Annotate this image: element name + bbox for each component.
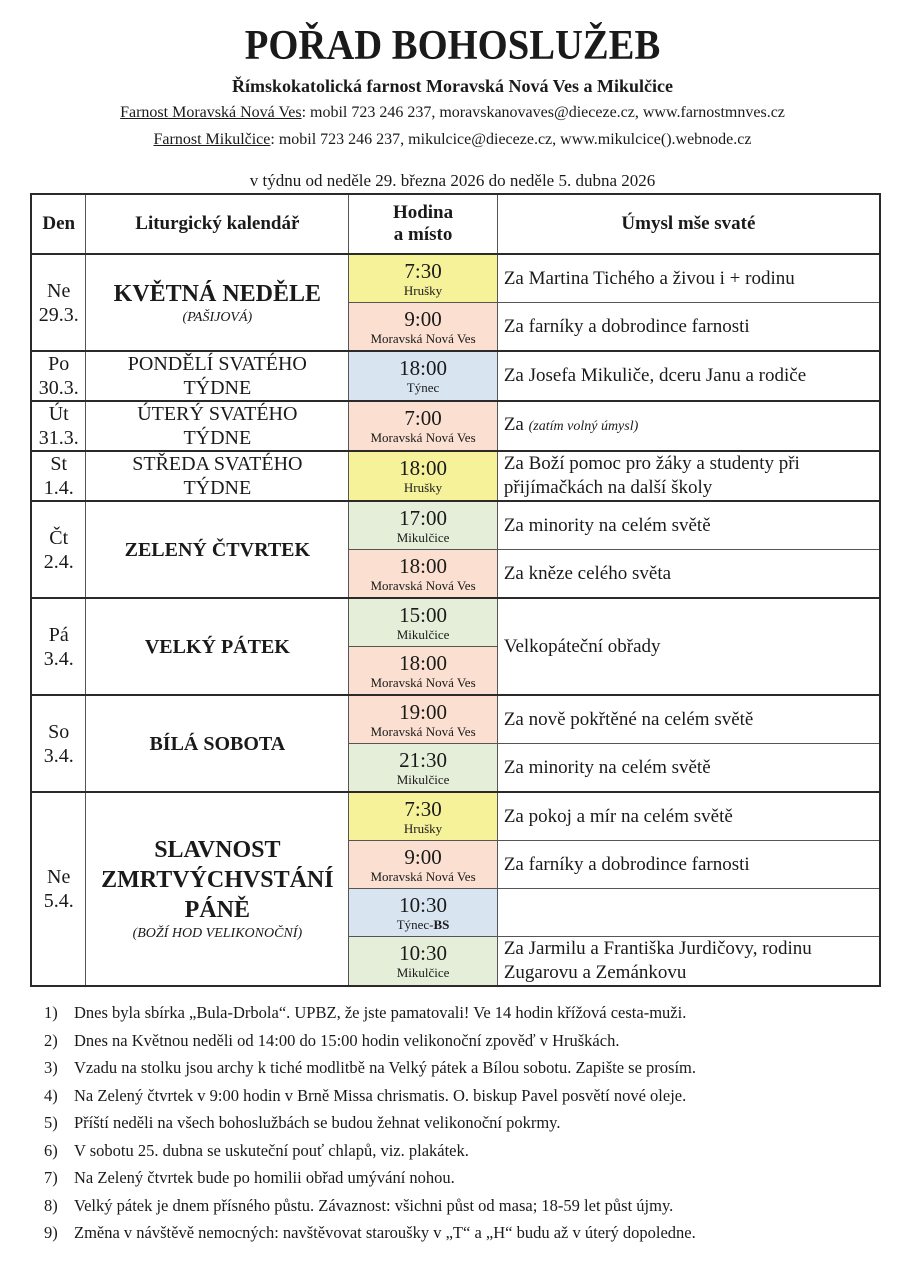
mass-time: 15:00	[399, 602, 447, 627]
time-place-cell	[349, 647, 498, 696]
announcement-number: 4)	[44, 1085, 58, 1105]
intention-cell: Za Martina Tichého a živou i + rodinu	[497, 254, 880, 303]
mass-place	[349, 917, 497, 933]
time-place-cell	[349, 451, 498, 501]
liturgical-title: ÚTERÝ SVATÉHO	[137, 403, 298, 425]
mass-place: Moravská Nová Ves	[370, 577, 476, 593]
intention-cell: Za Josefa Mikuliče, dceru Janu a rodiče	[497, 351, 880, 401]
contact-label: Farnost Moravská Nová Ves	[120, 104, 302, 121]
intention-cell: Za Jarmilu a Františka Jurdičovy, rodinu Zugarovu a Zemánkovu	[497, 937, 880, 987]
time-place-cell	[349, 889, 498, 937]
liturgical-title: PONDĚLÍ SVATÉHO	[127, 353, 307, 375]
announcement-item	[44, 1192, 894, 1220]
announcements	[44, 999, 894, 1247]
page-title: POŘAD BOHOSLUŽEB	[244, 23, 661, 69]
liturgical-cell	[86, 254, 349, 351]
table-row	[31, 254, 880, 303]
intention-cell	[497, 401, 880, 451]
announcement-item	[44, 1137, 894, 1165]
day-date: 3.4.	[43, 647, 74, 670]
mass-place: Hrušky	[403, 282, 443, 298]
day-name: Ne	[47, 866, 71, 888]
table-row	[31, 598, 880, 647]
mass-time: 17:00	[399, 505, 447, 530]
time-place-cell	[349, 401, 498, 451]
mass-place: Moravská Nová Ves	[370, 430, 476, 445]
liturgical-cell	[86, 451, 349, 501]
liturgical-subtitle: (PAŠIJOVÁ)	[182, 309, 253, 325]
announcement-number: 6)	[44, 1140, 58, 1160]
announcement-item	[44, 1054, 894, 1082]
header-liturgical: Liturgický kalendář	[86, 194, 349, 254]
announcement-item	[44, 1219, 894, 1247]
day-name: So	[48, 720, 70, 743]
intention-text: Za	[503, 414, 524, 435]
liturgical-title: VELKÝ PÁTEK	[144, 635, 290, 658]
intention-cell: Velkopáteční obřady	[497, 598, 880, 695]
intention-cell: Za Boží pomoc pro žáky a studenty při přijímačkách na další školy	[497, 451, 880, 501]
day-cell	[31, 254, 86, 351]
time-place-cell	[349, 744, 498, 793]
announcement-item	[44, 1027, 894, 1055]
day-date: 2.4.	[43, 550, 74, 573]
header-hour-place	[349, 194, 498, 254]
liturgical-cell	[86, 351, 349, 401]
announcement-number: 5)	[44, 1113, 58, 1132]
day-name: Út	[48, 403, 69, 425]
day-cell	[31, 792, 86, 986]
day-cell	[31, 351, 86, 401]
announcement-text: Dnes na Květnou neděli od 14:00 do 15:00 hodin velikonoční zpověď v Hruškách.	[74, 1030, 620, 1050]
announcement-number: 7)	[44, 1168, 58, 1187]
header-intention: Úmysl mše svaté	[497, 194, 880, 254]
intention-cell: Za kněze celého světa	[497, 550, 880, 599]
contact-moravska-nova-ves	[0, 104, 905, 122]
mass-place: Moravská Nová Ves	[370, 868, 476, 884]
liturgical-cell	[86, 401, 349, 451]
intention-cell: Za farníky a dobrodince farnosti	[497, 841, 880, 889]
contact-mikulcice	[0, 131, 905, 149]
intention-cell: Za minority na celém světě	[497, 744, 880, 793]
table-row	[31, 695, 880, 744]
announcement-text: Velký pátek je dnem přísného půstu. Závaznost: všichni půst od masa; 18-59 let půst újmy.	[74, 1195, 674, 1215]
time-place-cell	[349, 792, 498, 841]
day-cell	[31, 451, 86, 501]
day-date: 30.3.	[38, 377, 79, 399]
liturgical-title: KVĚTNÁ NEDĚLE	[113, 280, 322, 307]
mass-time: 18:00	[399, 456, 447, 480]
mass-time: 10:30	[399, 941, 447, 965]
day-cell	[31, 695, 86, 792]
mass-time: 21:30	[399, 747, 447, 772]
contact-label: Farnost Mikulčice	[153, 131, 271, 148]
mass-place: Moravská Nová Ves	[370, 330, 476, 346]
announcement-text: Změna v návštěvě nemocných: navštěvovat staroušky v „T“ a „H“ budu až v úterý dopoledne.	[74, 1223, 696, 1242]
announcement-number: 3)	[44, 1058, 58, 1077]
header-place: a místo	[393, 224, 453, 245]
liturgical-cell	[86, 598, 349, 695]
intention-note: (zatím volný úmysl)	[528, 419, 639, 434]
intention-cell	[497, 889, 880, 937]
time-place-cell	[349, 937, 498, 987]
mass-place: Mikulčice	[396, 626, 450, 642]
mass-time: 18:00	[399, 553, 447, 578]
mass-place-suffix: BS	[433, 916, 450, 932]
announcement-text: Na Zelený čtvrtek bude po homilii obřad umývání nohou.	[74, 1168, 455, 1187]
day-date: 31.3.	[38, 427, 79, 449]
liturgical-title: STŘEDA SVATÉHO	[132, 453, 303, 475]
mass-time: 19:00	[399, 699, 447, 724]
time-place-cell	[349, 303, 498, 352]
mass-place: Mikulčice	[396, 771, 450, 787]
announcement-item	[44, 1109, 894, 1137]
mass-time: 7:30	[404, 258, 442, 283]
mass-time: 7:00	[404, 406, 442, 430]
mass-place: Moravská Nová Ves	[370, 723, 476, 739]
time-place-cell	[349, 695, 498, 744]
day-date: 3.4.	[43, 744, 74, 767]
intention-cell: Za pokoj a mír na celém světě	[497, 792, 880, 841]
day-date: 1.4.	[43, 477, 74, 499]
intention-cell: Za farníky a dobrodince farnosti	[497, 303, 880, 352]
time-place-cell	[349, 501, 498, 550]
day-name: Čt	[49, 526, 69, 549]
mass-place: Mikulčice	[396, 529, 450, 545]
liturgical-title-line2: TÝDNE	[183, 477, 252, 499]
announcement-number: 1)	[44, 1003, 58, 1022]
intention-cell: Za minority na celém světě	[497, 501, 880, 550]
day-cell	[31, 598, 86, 695]
announcement-text: Vzadu na stolku jsou archy k tiché modlitbě na Velký pátek a Bílou sobotu. Zapište se prosím.	[74, 1058, 696, 1077]
day-name: Ne	[47, 279, 71, 302]
table-row	[31, 351, 880, 401]
time-place-cell	[349, 254, 498, 303]
liturgical-cell	[86, 501, 349, 598]
table-row	[31, 451, 880, 501]
day-name: Po	[48, 353, 70, 375]
announcement-text: Příští neděli na všech bohoslužbách se budou žehnat velikonoční pokrmy.	[74, 1113, 561, 1132]
liturgical-cell	[86, 792, 349, 986]
liturgical-title-line3: PÁNĚ	[184, 897, 251, 923]
mass-place: Moravská Nová Ves	[370, 674, 476, 690]
header-den: Den	[31, 194, 86, 254]
time-place-cell	[349, 598, 498, 647]
liturgical-title: ZELENÝ ČTVRTEK	[124, 538, 311, 561]
liturgical-title: BÍLÁ SOBOTA	[149, 732, 286, 755]
intention-cell: Za nově pokřtěné na celém světě	[497, 695, 880, 744]
announcement-text: Na Zelený čtvrtek v 9:00 hodin v Brně Missa chrismatis. O. biskup Pavel posvětí nové oleje.	[74, 1085, 687, 1105]
announcement-number: 8)	[44, 1195, 58, 1215]
mass-place: Hrušky	[403, 480, 443, 495]
announcement-number: 9)	[44, 1223, 58, 1242]
liturgical-cell	[86, 695, 349, 792]
day-date: 5.4.	[43, 890, 74, 912]
mass-place: Hrušky	[403, 820, 443, 836]
time-place-cell	[349, 550, 498, 599]
mass-time: 9:00	[404, 306, 442, 331]
liturgical-title-line2: ZMRTVÝCHVSTÁNÍ	[101, 867, 334, 893]
schedule-table	[30, 193, 881, 987]
day-date: 29.3.	[38, 303, 79, 326]
contact-details: : mobil 723 246 237, mikulcice@dieceze.cz, www.mikulcice().webnode.cz	[270, 131, 752, 148]
announcement-text: Dnes byla sbírka „Bula-Drbola“. UPBZ, že jste pamatovali! Ve 14 hodin křížová cesta-muži.	[74, 1003, 687, 1022]
mass-time: 18:00	[399, 650, 447, 675]
mass-time: 10:30	[399, 892, 447, 917]
day-name: Pá	[48, 623, 69, 646]
time-place-cell	[349, 351, 498, 401]
announcement-number: 2)	[44, 1030, 58, 1050]
mass-place-text: Týnec-	[396, 916, 434, 932]
mass-time: 9:00	[404, 844, 442, 869]
table-row	[31, 792, 880, 841]
table-row	[31, 401, 880, 451]
week-range: v týdnu od neděle 29. března 2026 do neděle 5. dubna 2026	[249, 171, 656, 190]
day-cell	[31, 501, 86, 598]
announcement-text: V sobotu 25. dubna se uskuteční pouť chlapů, viz. plakátek.	[74, 1140, 469, 1160]
header-hour: Hodina	[392, 202, 454, 223]
mass-place: Mikulčice	[396, 965, 450, 980]
liturgical-title: SLAVNOST	[154, 837, 281, 863]
table-row	[31, 501, 880, 550]
mass-time: 7:30	[404, 796, 442, 821]
mass-time: 18:00	[399, 356, 447, 380]
announcement-item	[44, 999, 894, 1027]
time-place-cell	[349, 841, 498, 889]
day-cell	[31, 401, 86, 451]
parish-name: Římskokatolická farnost Moravská Nová Ves a Mikulčice	[232, 76, 673, 96]
day-name: St	[50, 453, 68, 475]
liturgical-title-line2: TÝDNE	[183, 427, 252, 449]
table-header-row	[31, 194, 880, 254]
announcement-item	[44, 1082, 894, 1110]
contact-details: : mobil 723 246 237, moravskanovaves@dieceze.cz, www.farnostmnves.cz	[301, 104, 785, 121]
liturgical-title-line2: TÝDNE	[183, 377, 252, 399]
announcement-item	[44, 1164, 894, 1192]
liturgical-subtitle: (BOŽÍ HOD VELIKONOČNÍ)	[132, 926, 303, 941]
mass-place: Týnec	[406, 380, 440, 395]
